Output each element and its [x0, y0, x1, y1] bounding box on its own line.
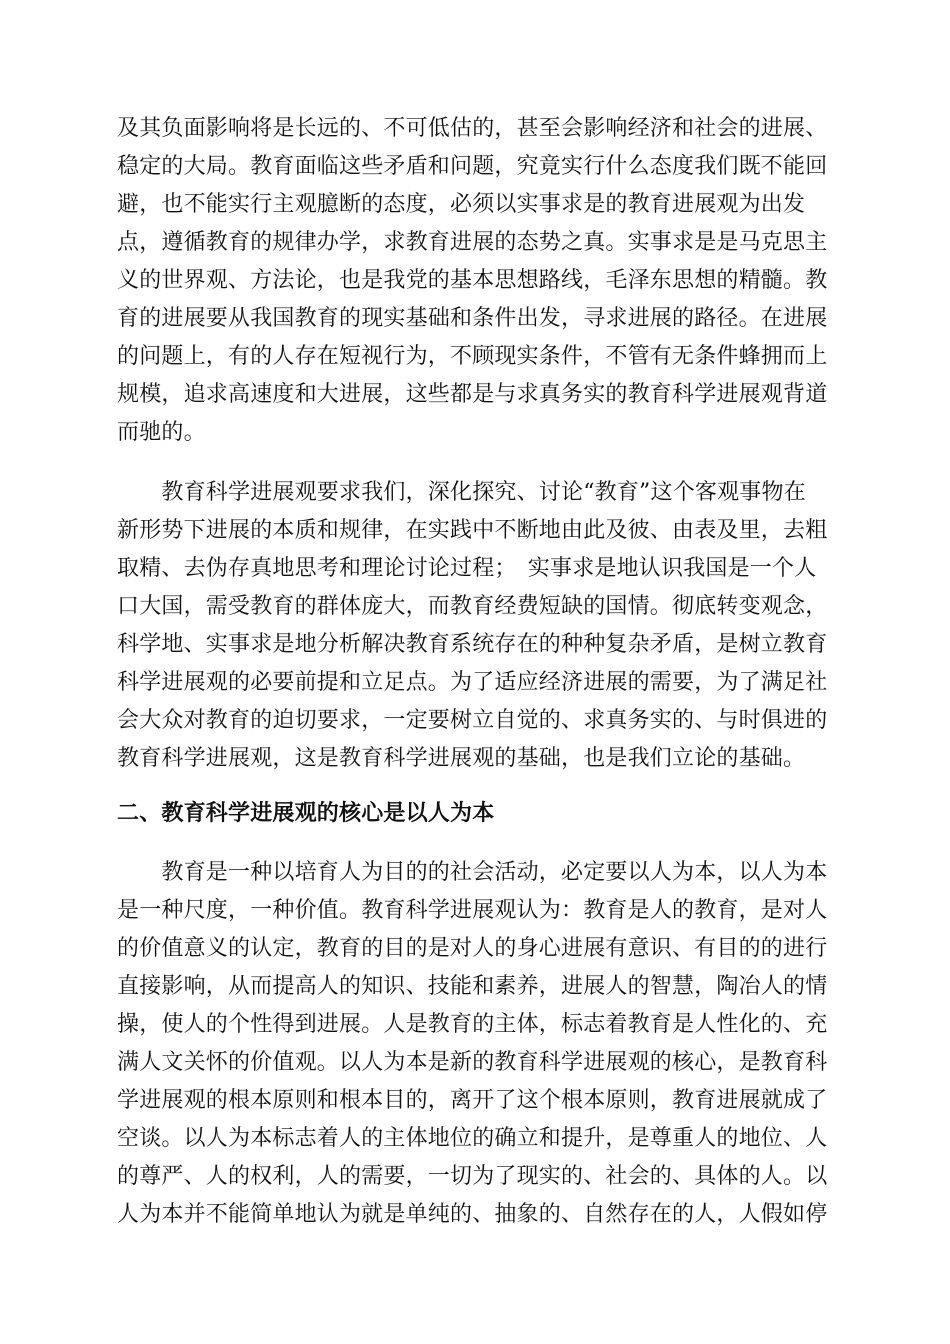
paragraph-2-line-2: 新形势下进展的本质和规律，在实践中不断地由此及彼、由表及里，去粗: [117, 518, 828, 543]
paragraph-2-line-4: 口大国，需受教育的群体庞大，而教育经费短缺的国情。彻底转变观念，: [117, 594, 828, 619]
paragraph-1-line-6: 育的进展要从我国教育的现实基础和条件出发，寻求进展的路径。在进展: [117, 306, 828, 331]
paragraph-2-line-8: 教育科学进展观，这是教育科学进展观的基础，也是我们立论的基础。: [117, 746, 806, 771]
paragraph-3-line-3: 的价值意义的认定，教育的目的是对人的身心进展有意识、有目的的进行: [117, 936, 828, 961]
paragraph-2-line-5: 科学地、实事求是地分析解决教育系统存在的种种复杂矛盾，是树立教育: [117, 632, 828, 657]
paragraph-3-line-7: 学进展观的根本原则和根本目的，离开了这个根本原则，教育进展就成了: [117, 1088, 828, 1113]
section-heading: 二、教育科学进展观的核心是以人为本: [117, 801, 495, 826]
paragraph-1-line-1: 及其负面影响将是长远的、不可低估的，甚至会影响经济和社会的进展、: [117, 116, 828, 141]
paragraph-2-line-3: 取精、去伪存真地思考和理论讨论过程； 实事求是地认识我国是一个人: [117, 556, 817, 581]
paragraph-3-line-6: 满人文关怀的价值观。以人为本是新的教育科学进展观的核心，是教育科: [117, 1050, 828, 1075]
paragraph-3-line-2: 是一种尺度，一种价值。教育科学进展观认为：教育是人的教育，是对人: [117, 898, 828, 923]
paragraph-3-line-8: 空谈。以人为本标志着人的主体地位的确立和提升，是尊重人的地位、人: [117, 1126, 828, 1151]
paragraph-1-line-9: 而驰的。: [117, 420, 206, 445]
paragraph-2-line-1: 教育科学进展观要求我们，深化探究、讨论“教育”这个客观事物在: [117, 480, 806, 505]
paragraph-1-line-3: 避，也不能实行主观臆断的态度，必须以实事求是的教育进展观为出发: [117, 192, 806, 217]
paragraph-1-line-8: 规模，追求高速度和大进展，这些都是与求真务实的教育科学进展观背道: [117, 382, 828, 407]
paragraph-1-line-2: 稳定的大局。教育面临这些矛盾和问题，究竟实行什么态度我们既不能回: [117, 154, 828, 179]
paragraph-2-line-6: 科学进展观的必要前提和立足点。为了适应经济进展的需要，为了满足社: [117, 670, 828, 695]
paragraph-1-line-4: 点，遵循教育的规律办学，求教育进展的态势之真。实事求是是马克思主: [117, 230, 828, 255]
paragraph-3-line-9: 的尊严、人的权利，人的需要，一切为了现实的、社会的、具体的人。以: [117, 1164, 828, 1189]
paragraph-2-line-7: 会大众对教育的迫切要求，一定要树立自觉的、求真务实的、与时俱进的: [117, 708, 828, 733]
paragraph-3-line-1: 教育是一种以培育人为目的的社会活动，必定要以人为本，以人为本: [117, 860, 828, 885]
paragraph-1-line-7: 的问题上，有的人存在短视行为，不顾现实条件，不管有无条件蜂拥而上: [117, 344, 828, 369]
paragraph-3-line-4: 直接影响，从而提高人的知识、技能和素养，进展人的智慧，陶冶人的情: [117, 974, 828, 999]
paragraph-1-line-5: 义的世界观、方法论，也是我党的基本思想路线，毛泽东思想的精髓。教: [117, 268, 828, 293]
paragraph-3-line-5: 操，使人的个性得到进展。人是教育的主体，标志着教育是人性化的、充: [117, 1012, 828, 1037]
paragraph-3-line-10: 人为本并不能简单地认为就是单纯的、抽象的、自然存在的人，人假如停: [117, 1202, 828, 1227]
